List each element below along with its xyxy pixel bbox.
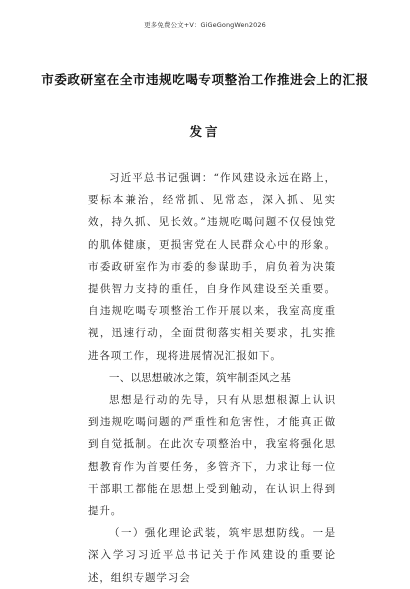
section-1-paragraph: 思想是行动的先导，只有从思想根源上认识到违规吃喝问题的严重性和危害性，才能真正做到自觉抵制。在此次专项整治中，我室将强化思想教育作为首要任务，多管齐下，力求让每一位干部职工都能在思想上受到触动，在认识上得到提升。 [88,394,336,518]
document-title: 市委政研室在全市违规吃喝专项整治工作推进会上的汇报 [41,72,369,87]
document-body [88,167,336,589]
intro-paragraph: 习近平总书记强调：“作风建设永远在路上，要标本兼治，经常抓、见常态，深入抓、见实效，持久抓、见长效。”违规吃喝问题不仅侵蚀党的肌体健康，更损害党在人民群众心中的形象。市委政研室作为市委的参谋助手，肩负着为决策提供智力支持的重任，自身作风建设至关重要。自违规吃喝专项整治工作开展以来，我室高度重视，迅速行动，全面贯彻落实相关要求，扎实推进各项工作，现将进展情况汇报如下。 [88,172,336,362]
section-heading-1: 一、以思想破冰之策，筑牢制歪风之基 [109,371,291,384]
subsection-1-paragraph: （一）强化理论武装，筑牢思想防线。一是深入学习习近平总书记关于作风建设的重要论述，组织专题学习会 [88,527,336,584]
header-note: 更多免费公文+V：GiGeGongWen2026 [144,21,266,29]
document-title-continued: 发言 [189,124,221,139]
